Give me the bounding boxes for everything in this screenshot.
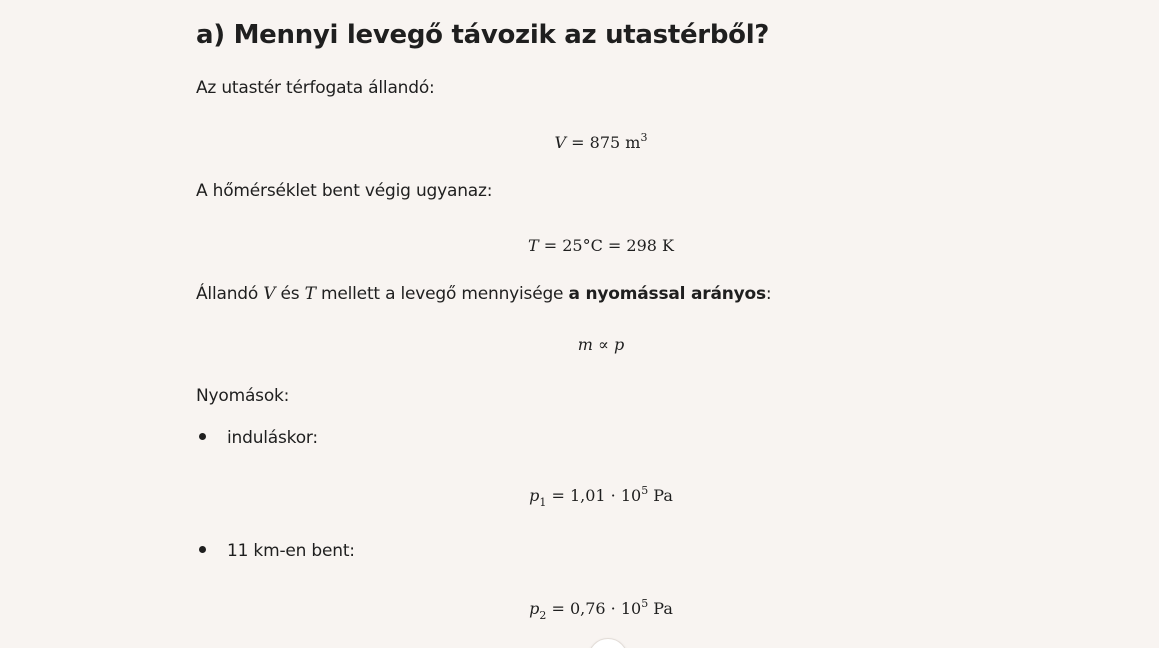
eq-p2-exp: 5 (641, 597, 649, 610)
equation-volume (196, 133, 1006, 152)
eq-p2-var: p (529, 599, 540, 618)
equation-p1 (196, 484, 1006, 509)
bullet-dot-icon (199, 433, 206, 440)
prop-pre: Állandó (196, 284, 264, 304)
eq-p2-rest: = 0,76 · 10 (546, 599, 642, 618)
paragraph-pressures: Nyomások: (196, 386, 290, 406)
eq-volume-var: V (554, 133, 567, 152)
list-item (196, 541, 355, 561)
prop-and: és (275, 284, 305, 304)
eq-volume-rest: = 875 m (566, 133, 641, 152)
equation-temperature (196, 236, 1006, 255)
eq-p1-rest: = 1,01 · 10 (546, 486, 642, 505)
eq-p2-unit: Pa (648, 599, 673, 618)
paragraph-proportional (196, 284, 771, 304)
eq-p1-sub: 1 (539, 496, 547, 509)
prop-mid: mellett a levegő mennyisége (315, 284, 569, 304)
eq-p2-sub: 2 (539, 609, 547, 622)
equation-proportional (196, 335, 1006, 354)
scroll-down-button[interactable] (588, 638, 628, 648)
paragraph-temperature: A hőmérséklet bent végig ugyanaz: (196, 181, 493, 201)
eq-prop-m: m (577, 335, 593, 354)
eq-temp-var: T (527, 236, 539, 255)
section-heading: a) Mennyi levegő távozik az utastérből? (196, 20, 770, 50)
bullet-dot-icon (199, 546, 206, 553)
eq-prop-sym: ∝ (592, 335, 614, 354)
prop-bold: a nyomással arányos (568, 284, 766, 304)
prop-post: : (765, 284, 772, 304)
list-item-label: 11 km-en bent: (227, 541, 355, 561)
paragraph-volume: Az utastér térfogata állandó: (196, 78, 435, 98)
prop-var-t: T (304, 284, 316, 304)
eq-p1-var: p (529, 486, 540, 505)
eq-volume-exp: 3 (640, 131, 648, 144)
eq-p1-unit: Pa (648, 486, 673, 505)
prop-var-v: V (263, 284, 276, 304)
eq-p1-exp: 5 (641, 484, 649, 497)
list-item (196, 428, 318, 448)
list-item-label: induláskor: (227, 428, 318, 448)
eq-prop-p: p (613, 335, 625, 354)
eq-temp-rest: = 25°C = 298 K (538, 236, 674, 255)
equation-p2 (196, 597, 1006, 622)
